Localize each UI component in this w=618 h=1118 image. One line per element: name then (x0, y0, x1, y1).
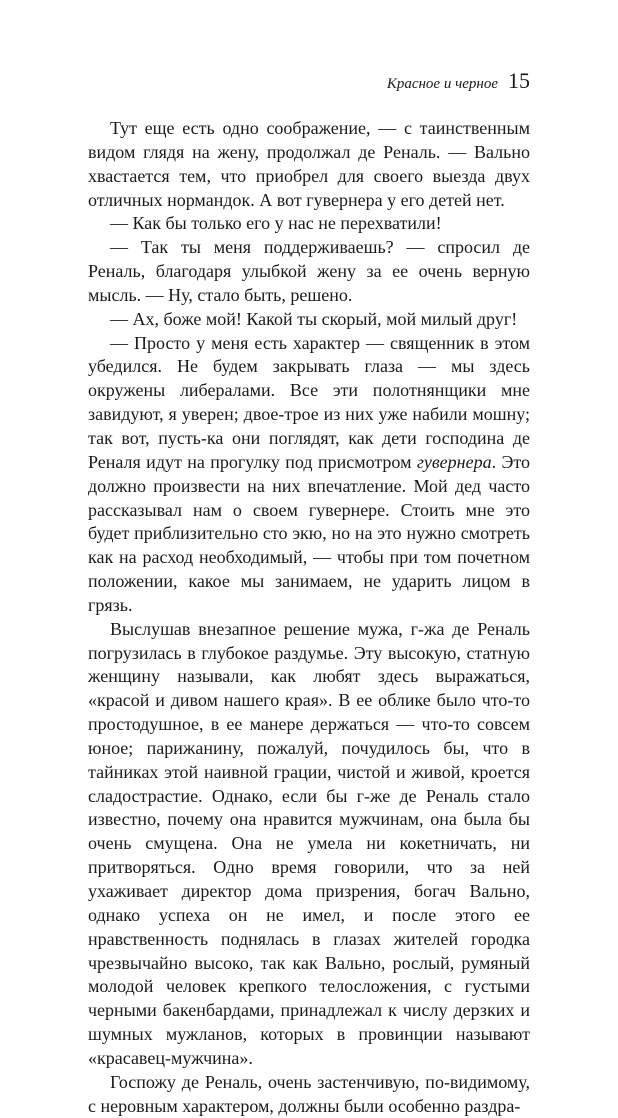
body-text (88, 117, 530, 1118)
paragraph: — Просто у меня есть характер — священник в этом убедился. Не будем закрывать глаза — мы здесь окружены либералами. Все эти полотнянщики мне завидуют, я уверен; двое-трое из них уже набили мошну; так вот, пусть-ка они поглядят, как дети господина де Реналя идут на прогулку под присмотром гувернера. Это должно произвести на них впечатление. Мой дед часто рассказывал нам о своем гувернере. Стоить мне это будет приблизительно сто экю, но на это нужно смотреть как на расход необходимый, — чтобы при том почетном положении, какое мы занимаем, не ударить лицом в грязь. (88, 332, 530, 615)
italic-word: гувернера (416, 451, 492, 472)
paragraph: — Как бы только его у нас не перехватили! (110, 213, 442, 234)
paragraph: — Так ты меня поддерживаешь? — спросил де Реналь, благодаря улыбкой жену за ее очень верную мысль. — Ну, стало быть, решено. (88, 237, 530, 305)
paragraph: Госпожу де Реналь, очень застенчивую, по-видимому, с неровным характером, должны были особенно раздра- (88, 1071, 530, 1116)
paragraph: Тут еще есть одно соображение, — с таинственным видом глядя на жену, продолжал де Реналь. — Вально хвастается тем, что приобрел для своего выезда двух отличных нормандок. А вот гувернера у его детей нет. (88, 118, 530, 210)
page-number: 15 (508, 68, 530, 93)
running-header (387, 68, 530, 100)
book-title: Красное и черное (386, 76, 498, 92)
paragraph: — Ах, боже мой! Какой ты скорый, мой милый друг! (110, 308, 518, 329)
paragraph: Выслушав внезапное решение мужа, г-жа де Реналь погрузилась в глубокое раздумье. Эту высокую, статную женщину называли, как любят здесь выражаться, «красой и дивом нашего края». В ее облике было что-то простодушное, в ее манере держаться — что-то совсем юное; парижанину, пожалуй, почудилось бы, что в тайниках этой наивной грации, чистой и живой, кроется сладострастие. Однако, если бы г-же де Реналь стало известно, почему она нравится мужчинам, она была бы очень смущена. Она не умела ни кокетничать, ни притворяться. Одно время говорили, что за ней ухаживает директор дома призрения, богач Вально, однако успеха он не имел, и после этого ее нравственность поднялась в глазах жителей городка чрезвычайно высоко, так как Вально, рослый, румяный молодой человек крепкого телосложения, с густыми черными бакенбардами, принадлежал к числу дерзких и шумных мужланов, которых в провинции называют «красавец-мужчина». (88, 618, 530, 1068)
